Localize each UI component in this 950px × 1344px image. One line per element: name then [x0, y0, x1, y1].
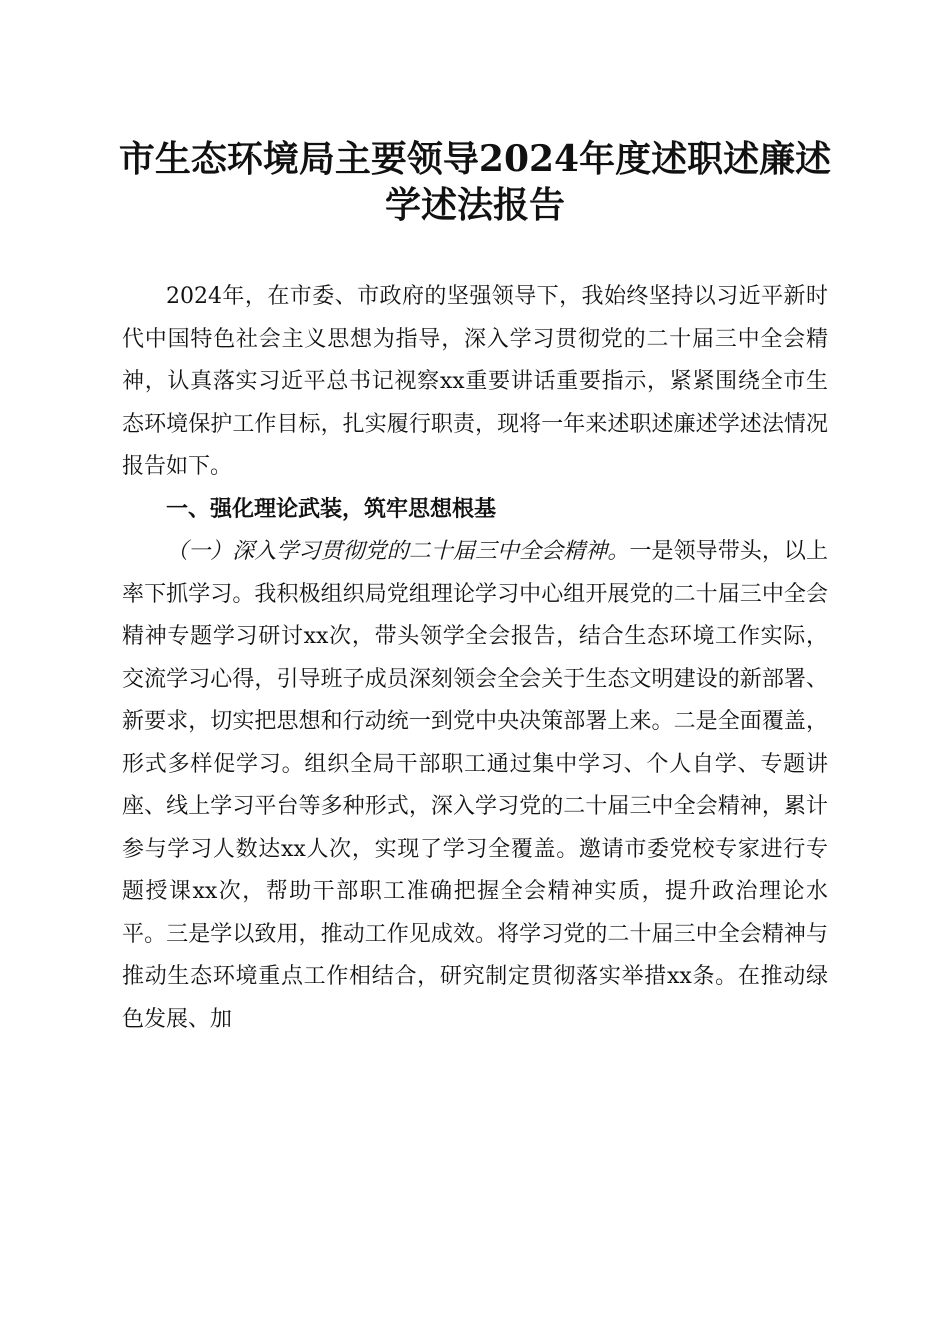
- section-1-heading: 一、强化理论武装，筑牢思想根基: [166, 496, 497, 522]
- title-line-1: 市生态环境局主要领导2024年度述职述廉述: [118, 138, 832, 180]
- document-title: [110, 136, 840, 228]
- intro-paragraph: 2024年，在市委、市政府的坚强领导下，我始终坚持以习近平新时代中国特色社会主义思想为指导，深入学习贯彻党的二十届三中全会精神，认真落实习近平总书记视察xx重要讲话重要指示，紧紧围绕全市生态环境保护工作目标，扎实履行职责，现将一年来述职述廉述学述法情况报告如下。: [122, 284, 828, 479]
- subsection-1-heading: （一）深入学习贯彻党的二十届三中全会精神。: [166, 539, 630, 564]
- title-line-2: 学述法报告: [384, 184, 565, 226]
- subsection-1-paragraph: [122, 531, 828, 1041]
- document-body: [122, 276, 828, 1041]
- subsection-1-body: 一是领导带头，以上率下抓学习。我积极组织局党组理论学习中心组开展党的二十届三中全会精神专题学习研讨xx次，带头领学全会报告，结合生态环境工作实际，交流学习心得，引导班子成员深刻领会全会关于生态文明建设的新部署、新要求，切实把思想和行动统一到党中央决策部署上来。二是全面覆盖，形式多样促学习。组织全局干部职工通过集中学习、个人自学、专题讲座、线上学习平台等多种形式，深入学习党的二十届三中全会精神，累计参与学习人数达xx人次，实现了学习全覆盖。邀请市委党校专家进行专题授课xx次，帮助干部职工准确把握全会精神实质，提升政治理论水平。三是学以致用，推动工作见成效。将学习党的二十届三中全会精神与推动生态环境重点工作相结合，研究制定贯彻落实举措xx条。在推动绿色发展、加: [122, 539, 828, 1032]
